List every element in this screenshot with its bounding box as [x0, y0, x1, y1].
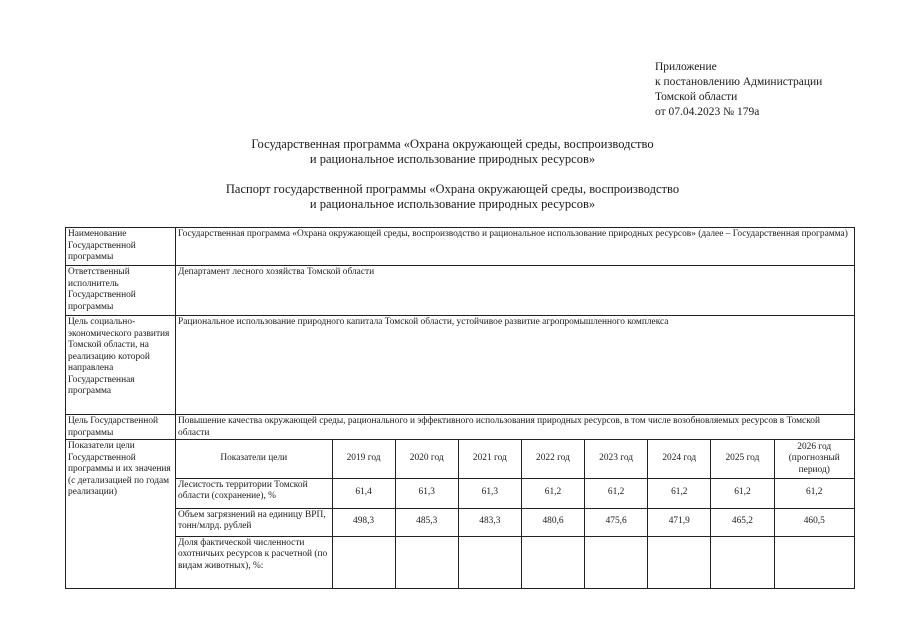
indicator-value — [711, 536, 774, 588]
appendix-line: Приложение — [655, 61, 717, 73]
row-label: Цель Государственной программы — [66, 415, 176, 440]
indicator-name: Объем загрязнений на единицу ВРП, тонн/млрд. рублей — [176, 508, 332, 536]
program-title-line: и рациональное использование природных ресурсов» — [309, 152, 596, 166]
table-row — [66, 316, 855, 415]
indicator-value: 61,2 — [774, 478, 854, 508]
appendix-line: от 07.04.2023 № 179а — [655, 106, 760, 118]
program-title-line: Государственная программа «Охрана окружающей среды, воспроизводство — [251, 137, 654, 151]
indicator-value — [585, 536, 648, 588]
indicator-value: 465,2 — [711, 508, 774, 536]
indicator-value: 471,9 — [648, 508, 711, 536]
appendix-block — [655, 60, 822, 120]
row-label: Ответственный исполнитель Государственной программы — [66, 266, 176, 316]
header-cell: 2020 год — [395, 440, 458, 478]
table-row — [66, 440, 855, 589]
header-cell: 2021 год — [458, 440, 521, 478]
indicator-value — [332, 536, 395, 588]
indicator-value — [395, 536, 458, 588]
indicator-value: 61,3 — [458, 478, 521, 508]
passport-title — [0, 182, 905, 212]
row-value: Государственная программа «Охрана окружающей среды, воспроизводство и рациональное использование природных ресурсов» (далее – Государственная программа) — [176, 228, 855, 266]
indicator-row — [176, 508, 854, 536]
indicator-row — [176, 536, 854, 588]
header-cell: 2024 год — [648, 440, 711, 478]
header-cell: 2023 год — [585, 440, 648, 478]
passport-title-line: Паспорт государственной программы «Охрана окружающей среды, воспроизводство — [225, 182, 680, 196]
indicator-value: 460,5 — [774, 508, 854, 536]
appendix-line: Томской области — [655, 91, 738, 103]
header-cell: 2026 год (прогнозный период) — [774, 440, 854, 478]
indicator-value: 61,4 — [332, 478, 395, 508]
row-value: Департамент лесного хозяйства Томской области — [176, 266, 855, 316]
program-title — [0, 137, 905, 167]
indicator-name: Лесистость территории Томской области (сохранение), % — [176, 478, 332, 508]
table-row — [66, 228, 855, 266]
header-cell: 2022 год — [521, 440, 584, 478]
indicator-value — [458, 536, 521, 588]
indicators-table — [176, 440, 854, 588]
row-label: Показатели цели Государственной программы и их значения (с детализацией по годам реализации) — [66, 440, 176, 589]
indicator-value: 61,2 — [521, 478, 584, 508]
header-cell: 2025 год — [711, 440, 774, 478]
indicator-row — [176, 478, 854, 508]
indicator-value — [774, 536, 854, 588]
indicator-value: 61,3 — [395, 478, 458, 508]
indicator-value: 61,2 — [711, 478, 774, 508]
row-value: Рациональное использование природного капитала Томской области, устойчивое развитие агропромышленного комплекса — [176, 316, 855, 415]
passport-title-line: и рациональное использование природных ресурсов» — [309, 197, 596, 211]
header-cell: Показатели цели — [176, 440, 332, 478]
indicators-header-row — [176, 440, 854, 478]
header-cell: 2019 год — [332, 440, 395, 478]
indicator-value: 480,6 — [521, 508, 584, 536]
indicator-value: 485,3 — [395, 508, 458, 536]
row-value: Повышение качества окружающей среды, рационального и эффективного использования природных ресурсов, в том числе возобновляемых ресурсов в Томской области — [176, 415, 855, 440]
row-label: Наименование Государственной программы — [66, 228, 176, 266]
appendix-line: к постановлению Администрации — [655, 76, 823, 88]
indicator-value: 475,6 — [585, 508, 648, 536]
indicator-value — [521, 536, 584, 588]
indicator-name: Доля фактической численности охотничьих ресурсов к расчетной (по видам животных), %: — [176, 536, 332, 588]
indicator-value: 483,3 — [458, 508, 521, 536]
passport-table — [65, 227, 855, 589]
indicator-value: 498,3 — [332, 508, 395, 536]
table-row — [66, 415, 855, 440]
row-label: Цель социально-экономического развития Томской области, на реализацию которой направлена Государственная программа — [66, 316, 176, 415]
indicator-value: 61,2 — [585, 478, 648, 508]
indicator-value — [648, 536, 711, 588]
table-row — [66, 266, 855, 316]
indicators-cell — [176, 440, 855, 589]
indicator-value: 61,2 — [648, 478, 711, 508]
